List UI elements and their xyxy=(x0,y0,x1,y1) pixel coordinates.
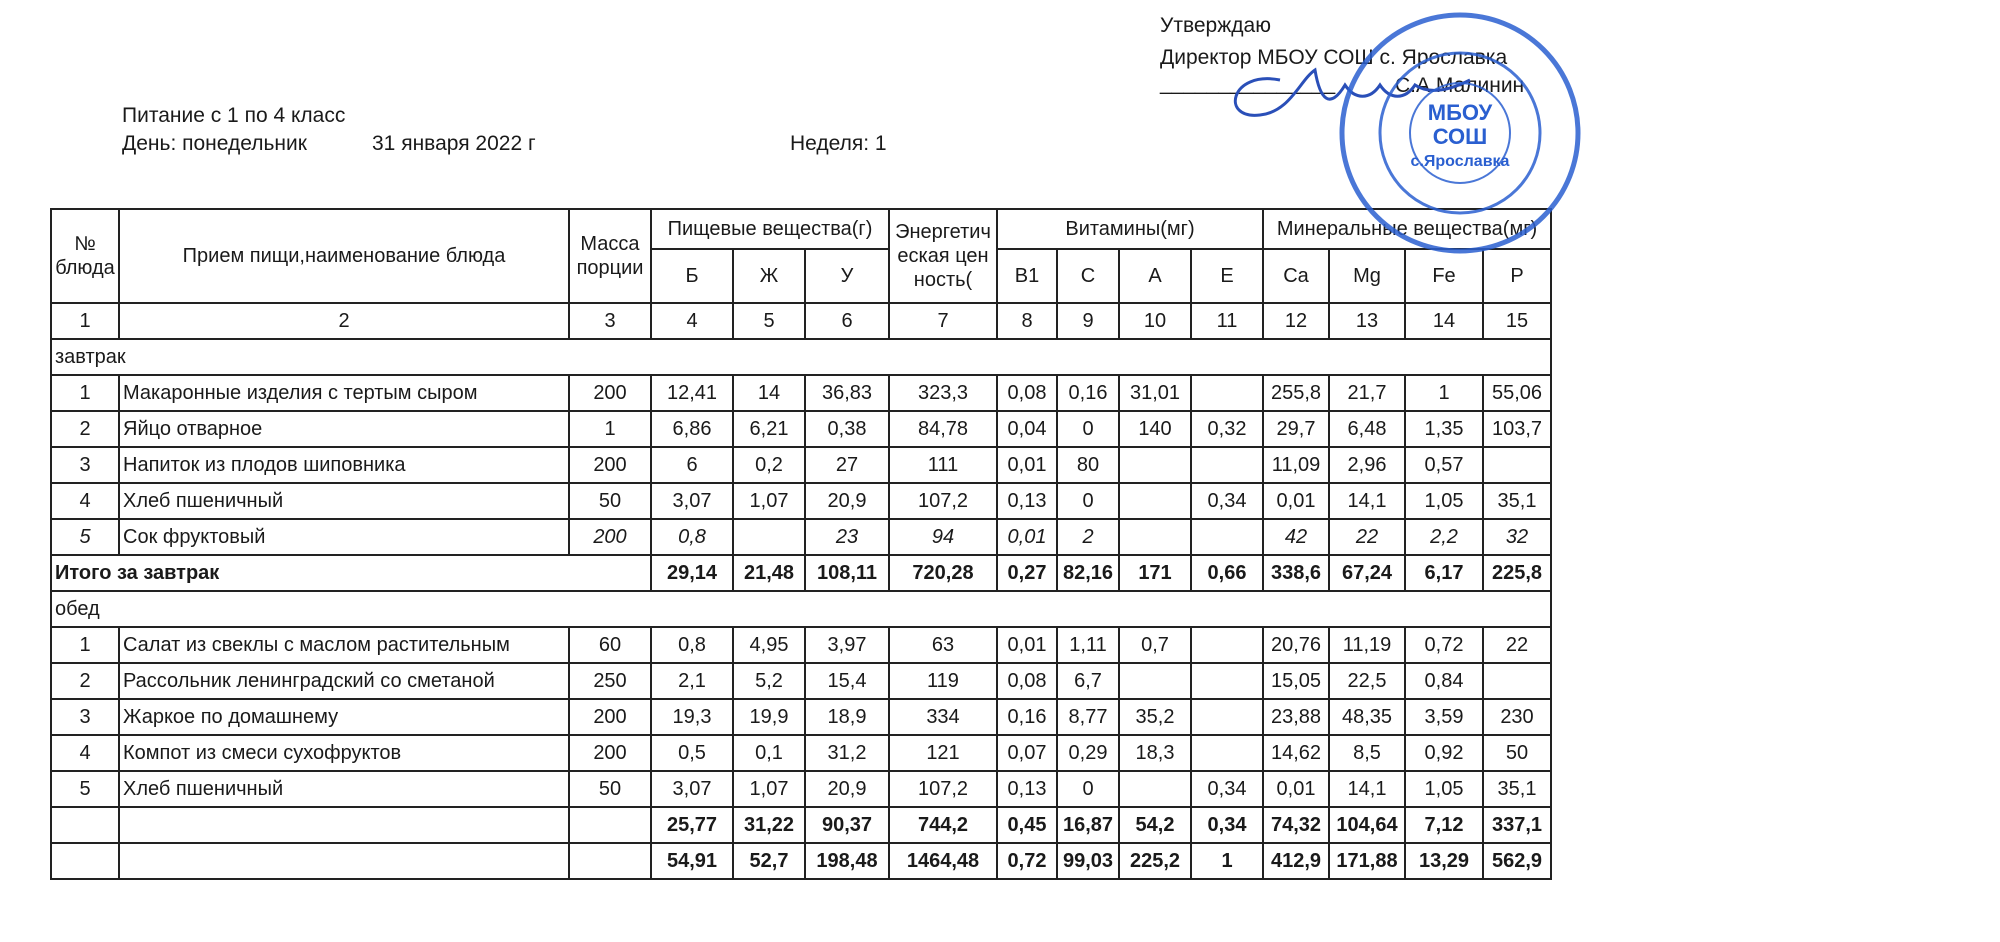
cell: 3,59 xyxy=(1405,699,1483,735)
cell: 50 xyxy=(1483,735,1551,771)
day-label: День: понедельник xyxy=(122,132,307,155)
cell: 1,05 xyxy=(1405,771,1483,807)
grand-total-cell: 13,29 xyxy=(1405,843,1483,879)
cell: 6 xyxy=(651,447,733,483)
grand-total-cell: 54,91 xyxy=(651,843,733,879)
column-number: 15 xyxy=(1483,303,1551,339)
header-sub-a: A xyxy=(1119,249,1191,303)
cell: 0,84 xyxy=(1405,663,1483,699)
grand-total-cell: 225,2 xyxy=(1119,843,1191,879)
grand-total-cell: 99,03 xyxy=(1057,843,1119,879)
grand-total-row xyxy=(51,843,1551,879)
cell: 48,35 xyxy=(1329,699,1405,735)
doc-title: Питание с 1 по 4 класс xyxy=(122,104,346,127)
cell: 60 xyxy=(569,627,651,663)
cell: 0,08 xyxy=(997,663,1057,699)
cell: 20,9 xyxy=(805,483,889,519)
cell: 1,05 xyxy=(1405,483,1483,519)
table-row xyxy=(51,447,1551,483)
cell: 323,3 xyxy=(889,375,997,411)
cell: 0,1 xyxy=(733,735,805,771)
cell: 1,35 xyxy=(1405,411,1483,447)
column-number: 8 xyxy=(997,303,1057,339)
total-cell: 225,8 xyxy=(1483,555,1551,591)
cell: 14 xyxy=(733,375,805,411)
cell xyxy=(569,807,651,843)
cell: 0,07 xyxy=(997,735,1057,771)
cell: 84,78 xyxy=(889,411,997,447)
cell: 19,9 xyxy=(733,699,805,735)
table-row xyxy=(51,735,1551,771)
cell: 200 xyxy=(569,735,651,771)
cell: 2,96 xyxy=(1329,447,1405,483)
cell: 255,8 xyxy=(1263,375,1329,411)
header-num: № блюда xyxy=(51,209,119,303)
dish-name: Хлеб пшеничный xyxy=(119,771,569,807)
column-number: 14 xyxy=(1405,303,1483,339)
cell: 0,29 xyxy=(1057,735,1119,771)
table-row xyxy=(51,663,1551,699)
cell xyxy=(51,843,119,879)
cell: 0,92 xyxy=(1405,735,1483,771)
cell: 35,2 xyxy=(1119,699,1191,735)
cell: 1 xyxy=(569,411,651,447)
cell: 200 xyxy=(569,375,651,411)
cell: 15,4 xyxy=(805,663,889,699)
total-cell: 54,2 xyxy=(1119,807,1191,843)
header-minerals: Минеральные вещества(мг) xyxy=(1263,209,1551,249)
cell: 1,07 xyxy=(733,483,805,519)
cell xyxy=(119,807,569,843)
cell: 15,05 xyxy=(1263,663,1329,699)
total-cell: 90,37 xyxy=(805,807,889,843)
cell xyxy=(1191,375,1263,411)
total-cell: 31,22 xyxy=(733,807,805,843)
header-vitamins: Витамины(мг) xyxy=(997,209,1263,249)
cell xyxy=(1483,663,1551,699)
nutrition-table xyxy=(50,208,1552,880)
week-label: Неделя: 1 xyxy=(790,132,887,155)
cell: 36,83 xyxy=(805,375,889,411)
director-label: Директор МБОУ СОШ с. Ярославка xyxy=(1160,46,1508,69)
cell: 21,7 xyxy=(1329,375,1405,411)
dish-name: Хлеб пшеничный xyxy=(119,483,569,519)
section-row xyxy=(51,339,1551,375)
total-cell: 6,17 xyxy=(1405,555,1483,591)
cell: 6,7 xyxy=(1057,663,1119,699)
table-row xyxy=(51,375,1551,411)
cell: 0,7 xyxy=(1119,627,1191,663)
cell xyxy=(51,807,119,843)
cell: 4 xyxy=(51,483,119,519)
column-number: 3 xyxy=(569,303,651,339)
cell xyxy=(1191,735,1263,771)
header-nutrients: Пищевые вещества(г) xyxy=(651,209,889,249)
total-cell: 0,66 xyxy=(1191,555,1263,591)
total-cell: 744,2 xyxy=(889,807,997,843)
cell: 11,19 xyxy=(1329,627,1405,663)
cell: 12,41 xyxy=(651,375,733,411)
header-sub-б: Б xyxy=(651,249,733,303)
total-cell: 0,27 xyxy=(997,555,1057,591)
cell: 80 xyxy=(1057,447,1119,483)
column-number: 6 xyxy=(805,303,889,339)
dish-name: Салат из свеклы с маслом растительным xyxy=(119,627,569,663)
total-cell: 74,32 xyxy=(1263,807,1329,843)
total-cell: 0,34 xyxy=(1191,807,1263,843)
header-sub-p: P xyxy=(1483,249,1551,303)
cell: 3,07 xyxy=(651,771,733,807)
cell: 0 xyxy=(1057,483,1119,519)
grand-total-cell: 562,9 xyxy=(1483,843,1551,879)
cell: 5 xyxy=(51,771,119,807)
column-number: 12 xyxy=(1263,303,1329,339)
cell: 3,97 xyxy=(805,627,889,663)
header-sub-ca: Ca xyxy=(1263,249,1329,303)
cell: 18,3 xyxy=(1119,735,1191,771)
table-row xyxy=(51,519,1551,555)
total-cell: 0,45 xyxy=(997,807,1057,843)
cell: 0,01 xyxy=(997,519,1057,555)
table-row xyxy=(51,771,1551,807)
cell: 0,57 xyxy=(1405,447,1483,483)
cell: 23,88 xyxy=(1263,699,1329,735)
cell: 0,13 xyxy=(997,483,1057,519)
cell: 119 xyxy=(889,663,997,699)
grand-total-cell: 0,72 xyxy=(997,843,1057,879)
cell: 19,3 xyxy=(651,699,733,735)
header-sub-fe: Fe xyxy=(1405,249,1483,303)
header-name: Прием пищи,наименование блюда xyxy=(119,209,569,303)
section-title: обед xyxy=(51,591,1551,627)
header-sub-ж: Ж xyxy=(733,249,805,303)
cell: 5,2 xyxy=(733,663,805,699)
cell: 31,01 xyxy=(1119,375,1191,411)
svg-text:МБОУ: МБОУ xyxy=(1427,100,1493,125)
cell: 29,7 xyxy=(1263,411,1329,447)
cell xyxy=(1483,447,1551,483)
cell: 0,38 xyxy=(805,411,889,447)
total-cell: 7,12 xyxy=(1405,807,1483,843)
column-number: 10 xyxy=(1119,303,1191,339)
cell xyxy=(1119,663,1191,699)
cell: 11,09 xyxy=(1263,447,1329,483)
header-sub-mg: Mg xyxy=(1329,249,1405,303)
cell: 0,8 xyxy=(651,627,733,663)
cell: 5 xyxy=(51,519,119,555)
cell: 1,11 xyxy=(1057,627,1119,663)
column-number: 11 xyxy=(1191,303,1263,339)
cell: 32 xyxy=(1483,519,1551,555)
cell: 14,62 xyxy=(1263,735,1329,771)
cell: 31,2 xyxy=(805,735,889,771)
school-stamp xyxy=(1335,8,1585,258)
cell xyxy=(1119,447,1191,483)
column-number: 1 xyxy=(51,303,119,339)
grand-total-cell: 412,9 xyxy=(1263,843,1329,879)
cell: 0,13 xyxy=(997,771,1057,807)
cell: 63 xyxy=(889,627,997,663)
header-mass: Масса порции xyxy=(569,209,651,303)
header-energy: Энергетическая ценность( xyxy=(889,209,997,303)
cell: 6,48 xyxy=(1329,411,1405,447)
cell: 1 xyxy=(51,627,119,663)
cell: 55,06 xyxy=(1483,375,1551,411)
total-cell: 25,77 xyxy=(651,807,733,843)
cell xyxy=(1119,771,1191,807)
cell: 3,07 xyxy=(651,483,733,519)
cell: 2 xyxy=(51,663,119,699)
cell: 20,9 xyxy=(805,771,889,807)
cell xyxy=(1191,447,1263,483)
cell: 2 xyxy=(51,411,119,447)
cell: 0,34 xyxy=(1191,771,1263,807)
cell: 3 xyxy=(51,699,119,735)
cell: 35,1 xyxy=(1483,483,1551,519)
cell: 22 xyxy=(1329,519,1405,555)
approve-label: Утверждаю xyxy=(1160,14,1271,37)
cell: 1 xyxy=(51,375,119,411)
table-row xyxy=(51,627,1551,663)
column-number: 4 xyxy=(651,303,733,339)
date-label: 31 января 2022 г xyxy=(372,132,536,155)
cell: 14,1 xyxy=(1329,771,1405,807)
cell: 27 xyxy=(805,447,889,483)
cell: 230 xyxy=(1483,699,1551,735)
cell: 140 xyxy=(1119,411,1191,447)
cell: 0,04 xyxy=(997,411,1057,447)
cell: 18,9 xyxy=(805,699,889,735)
svg-text:с.Ярославка: с.Ярославка xyxy=(1410,153,1510,170)
header-sub-b1: B1 xyxy=(997,249,1057,303)
header-sub-e: E xyxy=(1191,249,1263,303)
grand-total-cell: 1 xyxy=(1191,843,1263,879)
cell: 121 xyxy=(889,735,997,771)
cell: 0,01 xyxy=(1263,483,1329,519)
cell: 250 xyxy=(569,663,651,699)
cell: 107,2 xyxy=(889,771,997,807)
total-cell: 29,14 xyxy=(651,555,733,591)
total-cell: 21,48 xyxy=(733,555,805,591)
total-cell: 720,28 xyxy=(889,555,997,591)
total-cell: 108,11 xyxy=(805,555,889,591)
dish-name: Рассольник ленинградский со сметаной xyxy=(119,663,569,699)
cell: 0 xyxy=(1057,771,1119,807)
cell: 0,01 xyxy=(997,447,1057,483)
column-number: 2 xyxy=(119,303,569,339)
cell: 20,76 xyxy=(1263,627,1329,663)
cell: 0,16 xyxy=(1057,375,1119,411)
cell: 2 xyxy=(1057,519,1119,555)
cell xyxy=(1119,483,1191,519)
cell: 14,1 xyxy=(1329,483,1405,519)
cell: 0,16 xyxy=(997,699,1057,735)
column-number: 5 xyxy=(733,303,805,339)
dish-name: Компот из смеси сухофруктов xyxy=(119,735,569,771)
cell: 200 xyxy=(569,447,651,483)
total-cell: 104,64 xyxy=(1329,807,1405,843)
dish-name: Сок фруктовый xyxy=(119,519,569,555)
cell: 111 xyxy=(889,447,997,483)
cell: 8,5 xyxy=(1329,735,1405,771)
table-row xyxy=(51,483,1551,519)
cell: 4,95 xyxy=(733,627,805,663)
header-sub-у: У xyxy=(805,249,889,303)
table-row xyxy=(51,411,1551,447)
cell xyxy=(1191,699,1263,735)
total-cell: 82,16 xyxy=(1057,555,1119,591)
dish-name: Напиток из плодов шиповника xyxy=(119,447,569,483)
signature-line: _______________ xyxy=(1160,72,1336,95)
cell: 0,8 xyxy=(651,519,733,555)
cell: 35,1 xyxy=(1483,771,1551,807)
column-number: 13 xyxy=(1329,303,1405,339)
cell xyxy=(733,519,805,555)
table-row xyxy=(51,699,1551,735)
column-number: 7 xyxy=(889,303,997,339)
cell: 1 xyxy=(1405,375,1483,411)
total-cell: 337,1 xyxy=(1483,807,1551,843)
cell: 0,32 xyxy=(1191,411,1263,447)
column-number: 9 xyxy=(1057,303,1119,339)
cell: 22,5 xyxy=(1329,663,1405,699)
cell: 0,34 xyxy=(1191,483,1263,519)
cell: 1,07 xyxy=(733,771,805,807)
cell: 50 xyxy=(569,483,651,519)
cell: 6,21 xyxy=(733,411,805,447)
dish-name: Яйцо отварное xyxy=(119,411,569,447)
header-sub-c: C xyxy=(1057,249,1119,303)
total-label: Итого за завтрак xyxy=(51,555,651,591)
cell: 94 xyxy=(889,519,997,555)
cell: 8,77 xyxy=(1057,699,1119,735)
grand-total-cell: 198,48 xyxy=(805,843,889,879)
director-name: С.А.Малинин xyxy=(1395,74,1525,97)
cell: 6,86 xyxy=(651,411,733,447)
cell: 22 xyxy=(1483,627,1551,663)
total-cell: 338,6 xyxy=(1263,555,1329,591)
total-cell: 171 xyxy=(1119,555,1191,591)
cell: 103,7 xyxy=(1483,411,1551,447)
cell xyxy=(119,843,569,879)
cell: 0,08 xyxy=(997,375,1057,411)
cell: 200 xyxy=(569,519,651,555)
cell: 3 xyxy=(51,447,119,483)
cell: 334 xyxy=(889,699,997,735)
cell: 2,1 xyxy=(651,663,733,699)
cell: 4 xyxy=(51,735,119,771)
cell: 23 xyxy=(805,519,889,555)
dish-name: Жаркое по домашнему xyxy=(119,699,569,735)
section-row xyxy=(51,591,1551,627)
cell: 50 xyxy=(569,771,651,807)
cell xyxy=(1191,627,1263,663)
svg-text:СОШ: СОШ xyxy=(1432,124,1488,149)
total-cell: 16,87 xyxy=(1057,807,1119,843)
cell: 0 xyxy=(1057,411,1119,447)
grand-total-cell: 171,88 xyxy=(1329,843,1405,879)
grand-total-cell: 52,7 xyxy=(733,843,805,879)
cell: 2,2 xyxy=(1405,519,1483,555)
cell xyxy=(569,843,651,879)
cell: 0,5 xyxy=(651,735,733,771)
section-title: завтрак xyxy=(51,339,1551,375)
grand-total-cell: 1464,48 xyxy=(889,843,997,879)
total-row xyxy=(51,807,1551,843)
cell: 200 xyxy=(569,699,651,735)
cell: 0,72 xyxy=(1405,627,1483,663)
total-cell: 67,24 xyxy=(1329,555,1405,591)
cell xyxy=(1119,519,1191,555)
cell: 42 xyxy=(1263,519,1329,555)
cell xyxy=(1191,663,1263,699)
cell: 0,01 xyxy=(1263,771,1329,807)
cell: 107,2 xyxy=(889,483,997,519)
cell: 0,2 xyxy=(733,447,805,483)
dish-name: Макаронные изделия с тертым сыром xyxy=(119,375,569,411)
cell xyxy=(1191,519,1263,555)
total-row xyxy=(51,555,1551,591)
cell: 0,01 xyxy=(997,627,1057,663)
